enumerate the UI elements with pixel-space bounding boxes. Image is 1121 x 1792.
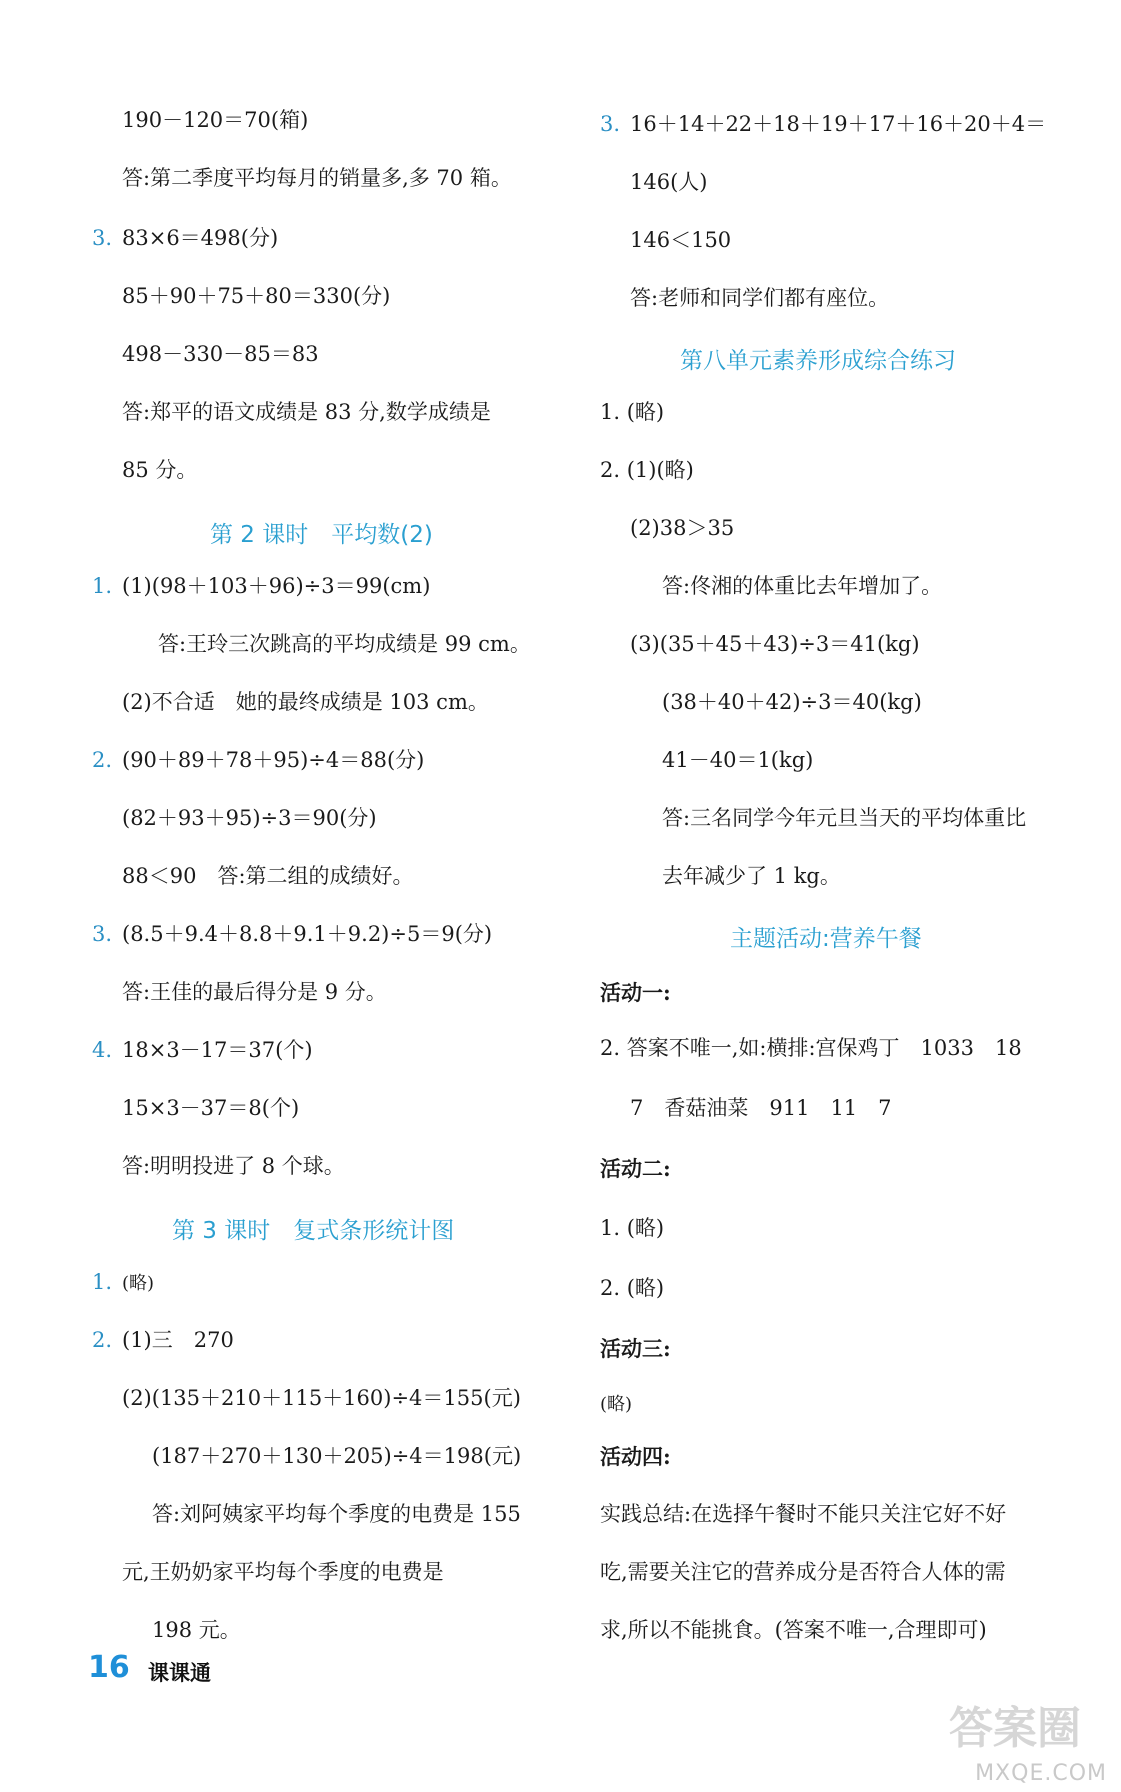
text-line: 答:王玲三次跳高的平均成绩是 99 cm。 [158,632,531,656]
text-line: (90＋89＋78＋95)÷4＝88(分) [122,748,425,772]
item-3b [92,922,492,947]
item-4 [92,1038,313,1063]
item-1b [92,1270,154,1295]
text-line: (187＋270＋130＋205)÷4＝198(元) [152,1444,522,1468]
text-line: 求,所以不能挑食。(答案不唯一,合理即可) [600,1618,987,1642]
text-line: 答:郑平的语文成绩是 83 分,数学成绩是 [122,400,491,424]
text-line: (82＋93＋95)÷3＝90(分) [122,806,377,830]
text-line: 146(人) [630,170,708,194]
section-heading: 第 3 课时 复式条形统计图 [172,1218,455,1244]
text-line: 41－40＝1(kg) [662,748,814,772]
text-line: (2)38＞35 [630,516,735,540]
item-1 [92,574,430,599]
text-line: 吃,需要关注它的营养成分是否符合人体的需 [600,1560,1006,1584]
item-number: 3. [600,112,621,136]
item-2 [92,748,424,773]
section-heading: 第 2 课时 平均数(2) [210,522,433,548]
watermark-logo: 答案圈 [949,1703,1081,1754]
watermark [921,1682,1121,1792]
text-line: (8.5＋9.4＋8.8＋9.1＋9.2)÷5＝9(分) [122,922,493,946]
text-line: 1. (略) [600,1216,665,1240]
text-line: 85 分。 [122,458,198,482]
text-line: 2. (1)(略) [600,458,694,482]
item-3 [92,226,278,251]
text-line: (2)不合适 她的最终成绩是 103 cm。 [122,690,489,714]
text-line: 答:佟湘的体重比去年增加了。 [662,574,943,598]
item-number: 2. [92,748,113,772]
item-number: 3. [92,922,113,946]
item-number: 4. [92,1038,113,1062]
item-3 [600,112,1046,137]
text-line: 去年减少了 1 kg。 [662,864,841,888]
text-line: 15×3－37＝8(个) [122,1096,300,1120]
text-line: 答:明明投进了 8 个球。 [122,1154,345,1178]
text-line: 实践总结:在选择午餐时不能只关注它好不好 [600,1502,1007,1526]
item-number: 3. [92,226,113,250]
text-line: 7 香菇油菜 911 11 7 [630,1096,892,1120]
activity-label: 活动二: [600,1156,671,1181]
text-line: 2. (略) [600,1276,665,1300]
text-line: 83×6＝498(分) [122,226,279,250]
text-line: 答:第二季度平均每月的销量多,多 70 箱。 [122,166,512,190]
item-2b [92,1328,234,1353]
section-heading: 主题活动:营养午餐 [730,926,922,952]
text-line: (1)三 270 [122,1328,234,1352]
text-line: 18×3－17＝37(个) [122,1038,313,1062]
text-line: 16＋14＋22＋18＋19＋17＋16＋20＋4＝ [630,112,1047,136]
text-line: 答:王佳的最后得分是 9 分。 [122,980,387,1004]
item-number: 1. [92,574,113,598]
activity-label: 活动三: [600,1336,671,1361]
text-line: 198 元。 [152,1618,241,1642]
text-line: 答:刘阿姨家平均每个季度的电费是 155 [152,1502,521,1526]
item-number: 1. [92,1270,113,1294]
item-number: 2. [92,1328,113,1352]
activity-label: 活动一: [600,980,671,1005]
text-line: 498－330－85＝83 [122,342,319,366]
text-line: 85＋90＋75＋80＝330(分) [122,284,391,308]
text-line: (3)(35＋45＋43)÷3＝41(kg) [630,632,920,656]
book-title: 课课通 [148,1661,211,1685]
section-heading: 第八单元素养形成综合练习 [680,348,956,374]
text-line: (略) [600,1394,633,1415]
text-line: 2. 答案不唯一,如:横排:宫保鸡丁 1033 18 [600,1036,1022,1060]
text-line: 元,王奶奶家平均每个季度的电费是 [122,1560,444,1584]
text-line: 190－120＝70(箱) [122,108,309,132]
watermark-site: MXQE.COM [975,1761,1107,1786]
text-line: (略) [122,1273,155,1294]
page-number: 16 [88,1650,130,1685]
text-line: 答:三名同学今年元旦当天的平均体重比 [662,806,1027,830]
text-line: (38＋40＋42)÷3＝40(kg) [662,690,922,714]
text-line: 答:老师和同学们都有座位。 [630,286,890,310]
text-line: 88＜90 答:第二组的成绩好。 [122,864,414,888]
text-line: 146＜150 [630,228,732,252]
text-line: 1. (略) [600,400,665,424]
activity-label: 活动四: [600,1444,671,1469]
text-line: (1)(98＋103＋96)÷3＝99(cm) [122,574,431,598]
text-line: (2)(135＋210＋115＋160)÷4＝155(元) [122,1386,521,1410]
